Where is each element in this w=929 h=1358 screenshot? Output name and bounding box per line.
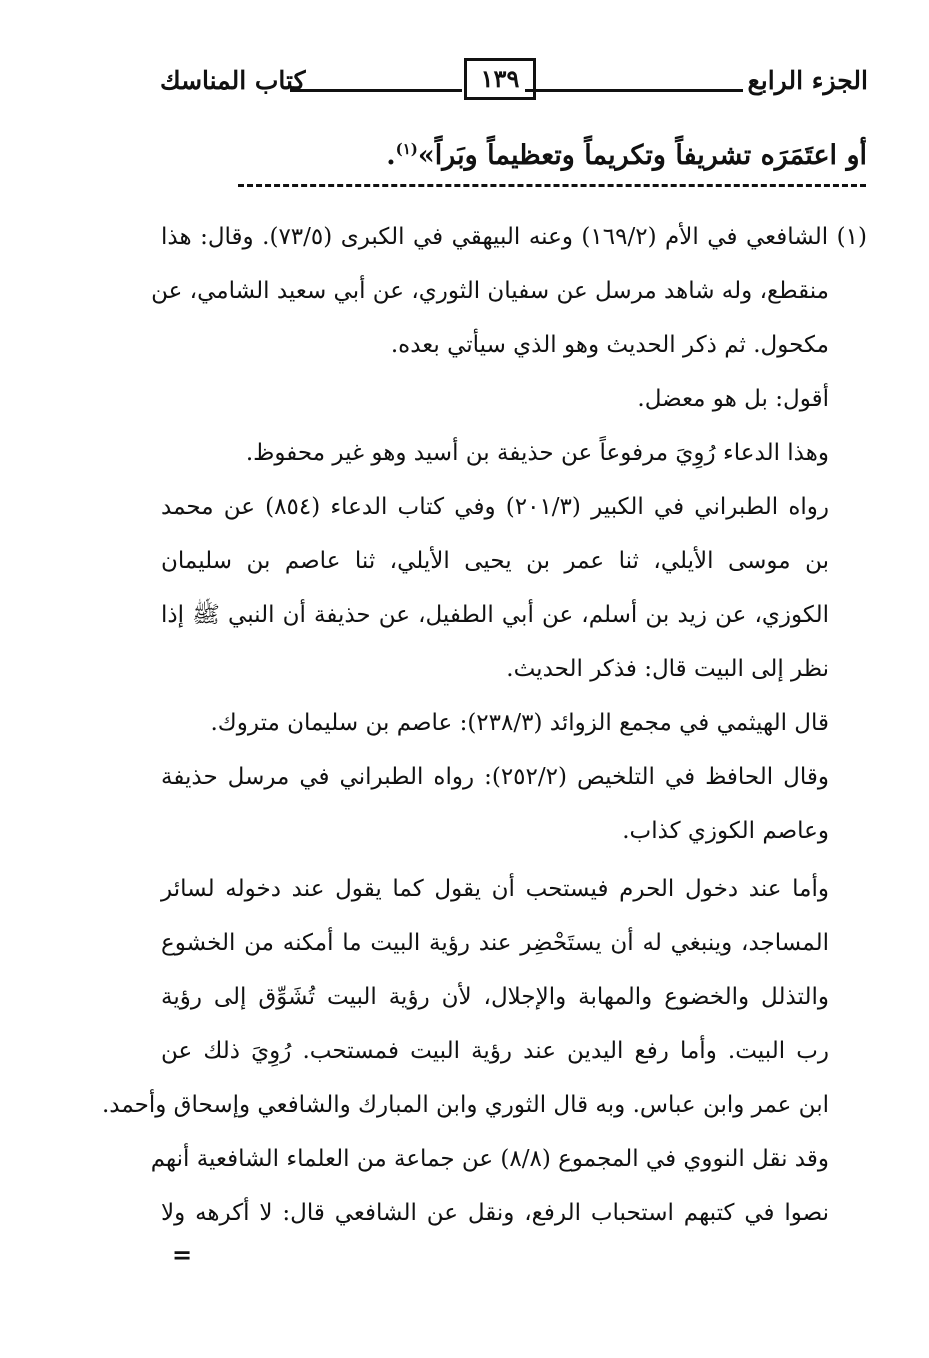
body-text-block <box>101 862 867 1240</box>
footnote-block <box>151 210 867 858</box>
footnote-line: وعاصم الكوزي كذاب. <box>622 818 829 844</box>
footnote-reference: (١) <box>395 140 418 158</box>
body-line: رب البيت. وأما رفع اليدين عند رؤية البيت فمستحب. رُوِيَ ذلك عن <box>161 1038 829 1064</box>
footnote-line: مكحول. ثم ذكر الحديث وهو الذي سيأتي بعده. <box>390 332 829 358</box>
body-line: المساجد، وينبغي له أن يستَحْضِر عند رؤية البيت ما أمكنه من الخشوع <box>161 930 829 956</box>
body-line: وأما عند دخول الحرم فيستحب أن يقول كما يقول عند دخوله لسائر <box>161 876 829 902</box>
continuation-mark: = <box>172 1240 193 1269</box>
header-part-label: الجزء الرابع <box>747 66 868 95</box>
footnote-line: أقول: بل هو معضل. <box>637 386 829 412</box>
header-book-title: كتاب المناسك <box>160 66 306 95</box>
footnote-line: نظر إلى البيت قال: فذكر الحديث. <box>506 656 829 682</box>
header-rule-left <box>290 89 462 92</box>
body-line: والتذلل والخضوع والمهابة والإجلال، لأن رؤية البيت تُشَوِّق إلى رؤية <box>161 984 829 1010</box>
footnote-marker: (١) <box>836 224 867 250</box>
footnote-line: رواه الطبراني في الكبير (٢٠١/٣) وفي كتاب الدعاء (٨٥٤) عن محمد <box>161 494 829 520</box>
footnote-line: وهذا الدعاء رُوِيَ مرفوعاً عن حذيفة بن أسيد وهو غير محفوظ. <box>245 440 829 466</box>
body-line: نصوا في كتبهم استحباب الرفع، ونقل عن الشافعي قال: لا أكرهه ولا <box>161 1200 829 1226</box>
footnote-line: وقال الحافظ في التلخيص (٢٥٢/٢): رواه الطبراني في مرسل حذيفة <box>161 764 830 790</box>
body-line: ابن عمر وابن عباس. وبه قال الثوري وابن المبارك والشافعي وإسحاق وأحمد. <box>101 1092 829 1118</box>
page-header <box>160 58 868 106</box>
footnote-line: الكوزي، عن زيد بن أسلم، عن أبي الطفيل، عن حذيفة أن النبي ﷺ إذا <box>161 602 829 628</box>
continued-text: أو اعتَمَرَه تشريفاً وتكريماً وتعظيماً وبَراً» <box>417 140 867 171</box>
body-line: وقد نقل النووي في المجموع (٨/٨) عن جماعة من العلماء الشافعية أنهم <box>150 1146 829 1172</box>
footnote-separator <box>238 184 866 187</box>
footnote-line: (١) الشافعي في الأم (١٦٩/٢) وعنه البيهقي في الكبرى (٧٣/٥). وقال: هذا <box>161 224 867 250</box>
continued-text-line: أو اعتَمَرَه تشريفاً وتكريماً وتعظيماً وبَراً»$^{(١)}$. <box>386 140 867 171</box>
footnote-line: بن موسى الأيلي، ثنا عمر بن يحيى الأيلي، ثنا عاصم بن سليمان <box>161 548 829 574</box>
footnote-line: منقطع، وله شاهد مرسل عن سفيان الثوري، عن أبي سعيد الشامي، عن <box>151 278 829 304</box>
header-rule-right <box>525 89 743 92</box>
footnote-line: قال الهيثمي في مجمع الزوائد (٢٣٨/٣): عاصم بن سليمان متروك. <box>210 710 829 736</box>
page-number: ١٣٩ <box>464 58 536 100</box>
